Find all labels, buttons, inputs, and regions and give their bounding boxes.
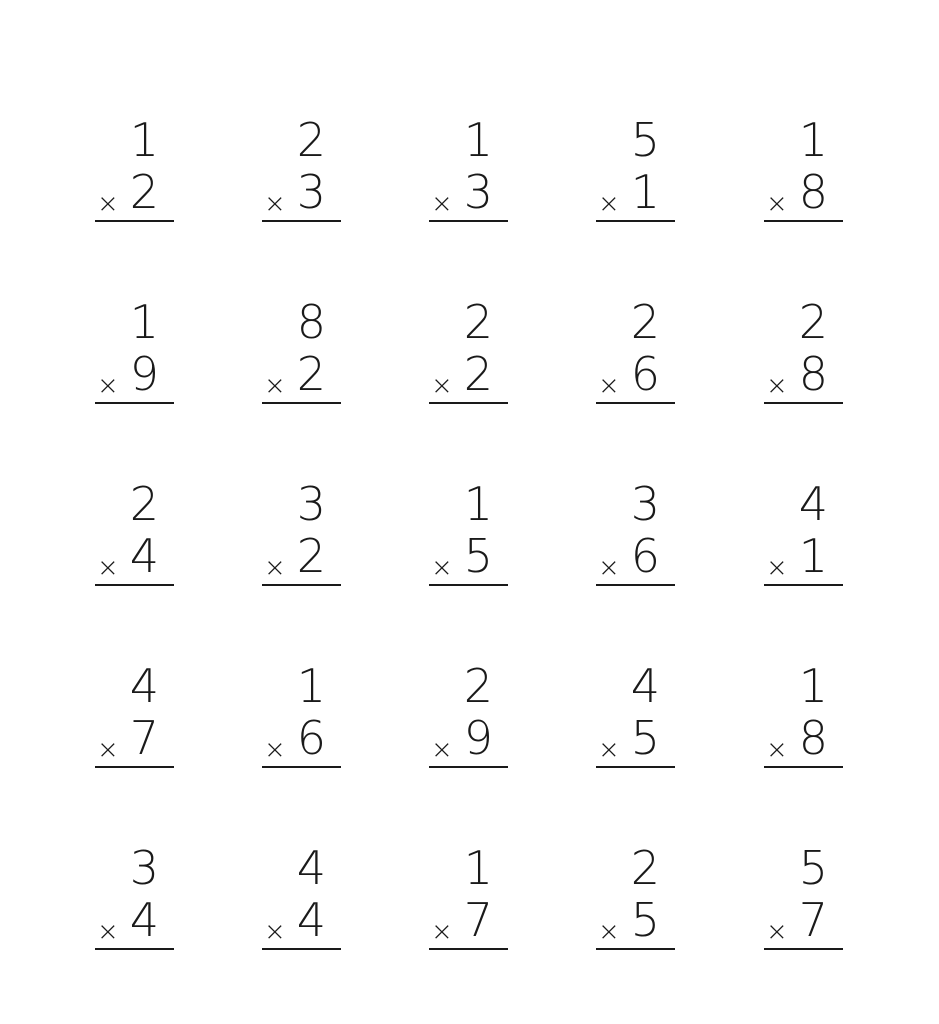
multiplicand: 2 [463, 659, 493, 713]
multiplier: 1 [630, 165, 660, 219]
multiply-sign: × [431, 553, 453, 583]
multiplicand: 1 [129, 113, 159, 167]
multiplier: 2 [129, 165, 159, 219]
multiplicand: 1 [798, 113, 828, 167]
multiply-sign: × [598, 371, 620, 401]
answer-line [95, 220, 174, 222]
problem-5 [764, 113, 844, 237]
multiplicand: 1 [798, 659, 828, 713]
multiply-sign: × [598, 553, 620, 583]
multiply-sign: × [431, 189, 453, 219]
problem-22 [262, 841, 342, 965]
answer-line [262, 402, 341, 404]
answer-line [429, 948, 508, 950]
multiplicand: 4 [129, 659, 159, 713]
multiplicand: 2 [630, 295, 660, 349]
multiplicand: 5 [630, 113, 660, 167]
multiply-sign: × [431, 917, 453, 947]
multiplier: 7 [798, 893, 828, 947]
multiplier: 8 [798, 711, 828, 765]
problem-12 [262, 477, 342, 601]
multiplier: 2 [296, 347, 326, 401]
answer-line [429, 220, 508, 222]
problem-25 [764, 841, 844, 965]
answer-line [596, 220, 675, 222]
multiplier: 8 [798, 165, 828, 219]
multiplicand: 3 [630, 477, 660, 531]
multiplier: 2 [296, 529, 326, 583]
multiplier: 5 [463, 529, 493, 583]
multiply-sign: × [766, 735, 788, 765]
problem-7 [262, 295, 342, 419]
multiply-sign: × [766, 371, 788, 401]
multiply-sign: × [97, 735, 119, 765]
multiplicand: 1 [463, 477, 493, 531]
answer-line [764, 220, 843, 222]
problem-11 [95, 477, 175, 601]
answer-line [764, 584, 843, 586]
multiplicand: 2 [630, 841, 660, 895]
multiplicand: 5 [798, 841, 828, 895]
multiplicand: 4 [296, 841, 326, 895]
multiply-sign: × [431, 371, 453, 401]
multiplicand: 1 [463, 841, 493, 895]
problem-15 [764, 477, 844, 601]
problem-1 [95, 113, 175, 237]
problem-24 [596, 841, 676, 965]
problem-18 [429, 659, 509, 783]
multiply-sign: × [766, 917, 788, 947]
answer-line [262, 584, 341, 586]
multiplier: 4 [129, 529, 159, 583]
answer-line [262, 948, 341, 950]
multiplicand: 2 [463, 295, 493, 349]
answer-line [262, 220, 341, 222]
multiplier: 1 [798, 529, 828, 583]
answer-line [764, 948, 843, 950]
problem-14 [596, 477, 676, 601]
answer-line [764, 402, 843, 404]
multiply-sign: × [598, 917, 620, 947]
problem-23 [429, 841, 509, 965]
multiplier: 4 [296, 893, 326, 947]
multiplicand: 2 [296, 113, 326, 167]
problem-3 [429, 113, 509, 237]
multiply-sign: × [264, 189, 286, 219]
multiplicand: 2 [798, 295, 828, 349]
problem-6 [95, 295, 175, 419]
multiplicand: 1 [296, 659, 326, 713]
answer-line [764, 766, 843, 768]
multiplier: 6 [296, 711, 326, 765]
multiply-sign: × [264, 553, 286, 583]
problem-17 [262, 659, 342, 783]
multiplier: 4 [129, 893, 159, 947]
multiply-sign: × [598, 735, 620, 765]
multiply-sign: × [766, 553, 788, 583]
answer-line [95, 584, 174, 586]
multiplier: 8 [798, 347, 828, 401]
multiply-sign: × [264, 371, 286, 401]
multiply-sign: × [264, 735, 286, 765]
multiply-sign: × [766, 189, 788, 219]
multiplicand: 1 [463, 113, 493, 167]
multiplier: 5 [630, 893, 660, 947]
multiply-sign: × [598, 189, 620, 219]
answer-line [429, 402, 508, 404]
problem-9 [596, 295, 676, 419]
answer-line [429, 584, 508, 586]
multiplier: 3 [463, 165, 493, 219]
answer-line [429, 766, 508, 768]
problem-10 [764, 295, 844, 419]
multiply-sign: × [97, 371, 119, 401]
problem-20 [764, 659, 844, 783]
answer-line [95, 402, 174, 404]
multiplicand: 4 [798, 477, 828, 531]
problem-8 [429, 295, 509, 419]
multiplicand: 3 [296, 477, 326, 531]
multiplicand: 2 [129, 477, 159, 531]
multiply-sign: × [264, 917, 286, 947]
answer-line [262, 766, 341, 768]
problem-19 [596, 659, 676, 783]
multiply-sign: × [431, 735, 453, 765]
answer-line [596, 402, 675, 404]
answer-line [596, 766, 675, 768]
problem-21 [95, 841, 175, 965]
answer-line [596, 584, 675, 586]
multiply-sign: × [97, 917, 119, 947]
multiplier: 3 [296, 165, 326, 219]
multiplier: 9 [463, 711, 493, 765]
multiplicand: 3 [129, 841, 159, 895]
multiplier: 7 [463, 893, 493, 947]
multiplier: 2 [463, 347, 493, 401]
answer-line [95, 766, 174, 768]
multiplier: 9 [129, 347, 159, 401]
problem-13 [429, 477, 509, 601]
multiplier: 6 [630, 347, 660, 401]
problem-4 [596, 113, 676, 237]
multiplicand: 1 [129, 295, 159, 349]
multiplier: 5 [630, 711, 660, 765]
multiply-sign: × [97, 189, 119, 219]
multiplier: 7 [129, 711, 159, 765]
multiplicand: 4 [630, 659, 660, 713]
answer-line [95, 948, 174, 950]
multiplicand: 8 [296, 295, 326, 349]
multiply-sign: × [97, 553, 119, 583]
problem-2 [262, 113, 342, 237]
answer-line [596, 948, 675, 950]
multiplier: 6 [630, 529, 660, 583]
problem-16 [95, 659, 175, 783]
